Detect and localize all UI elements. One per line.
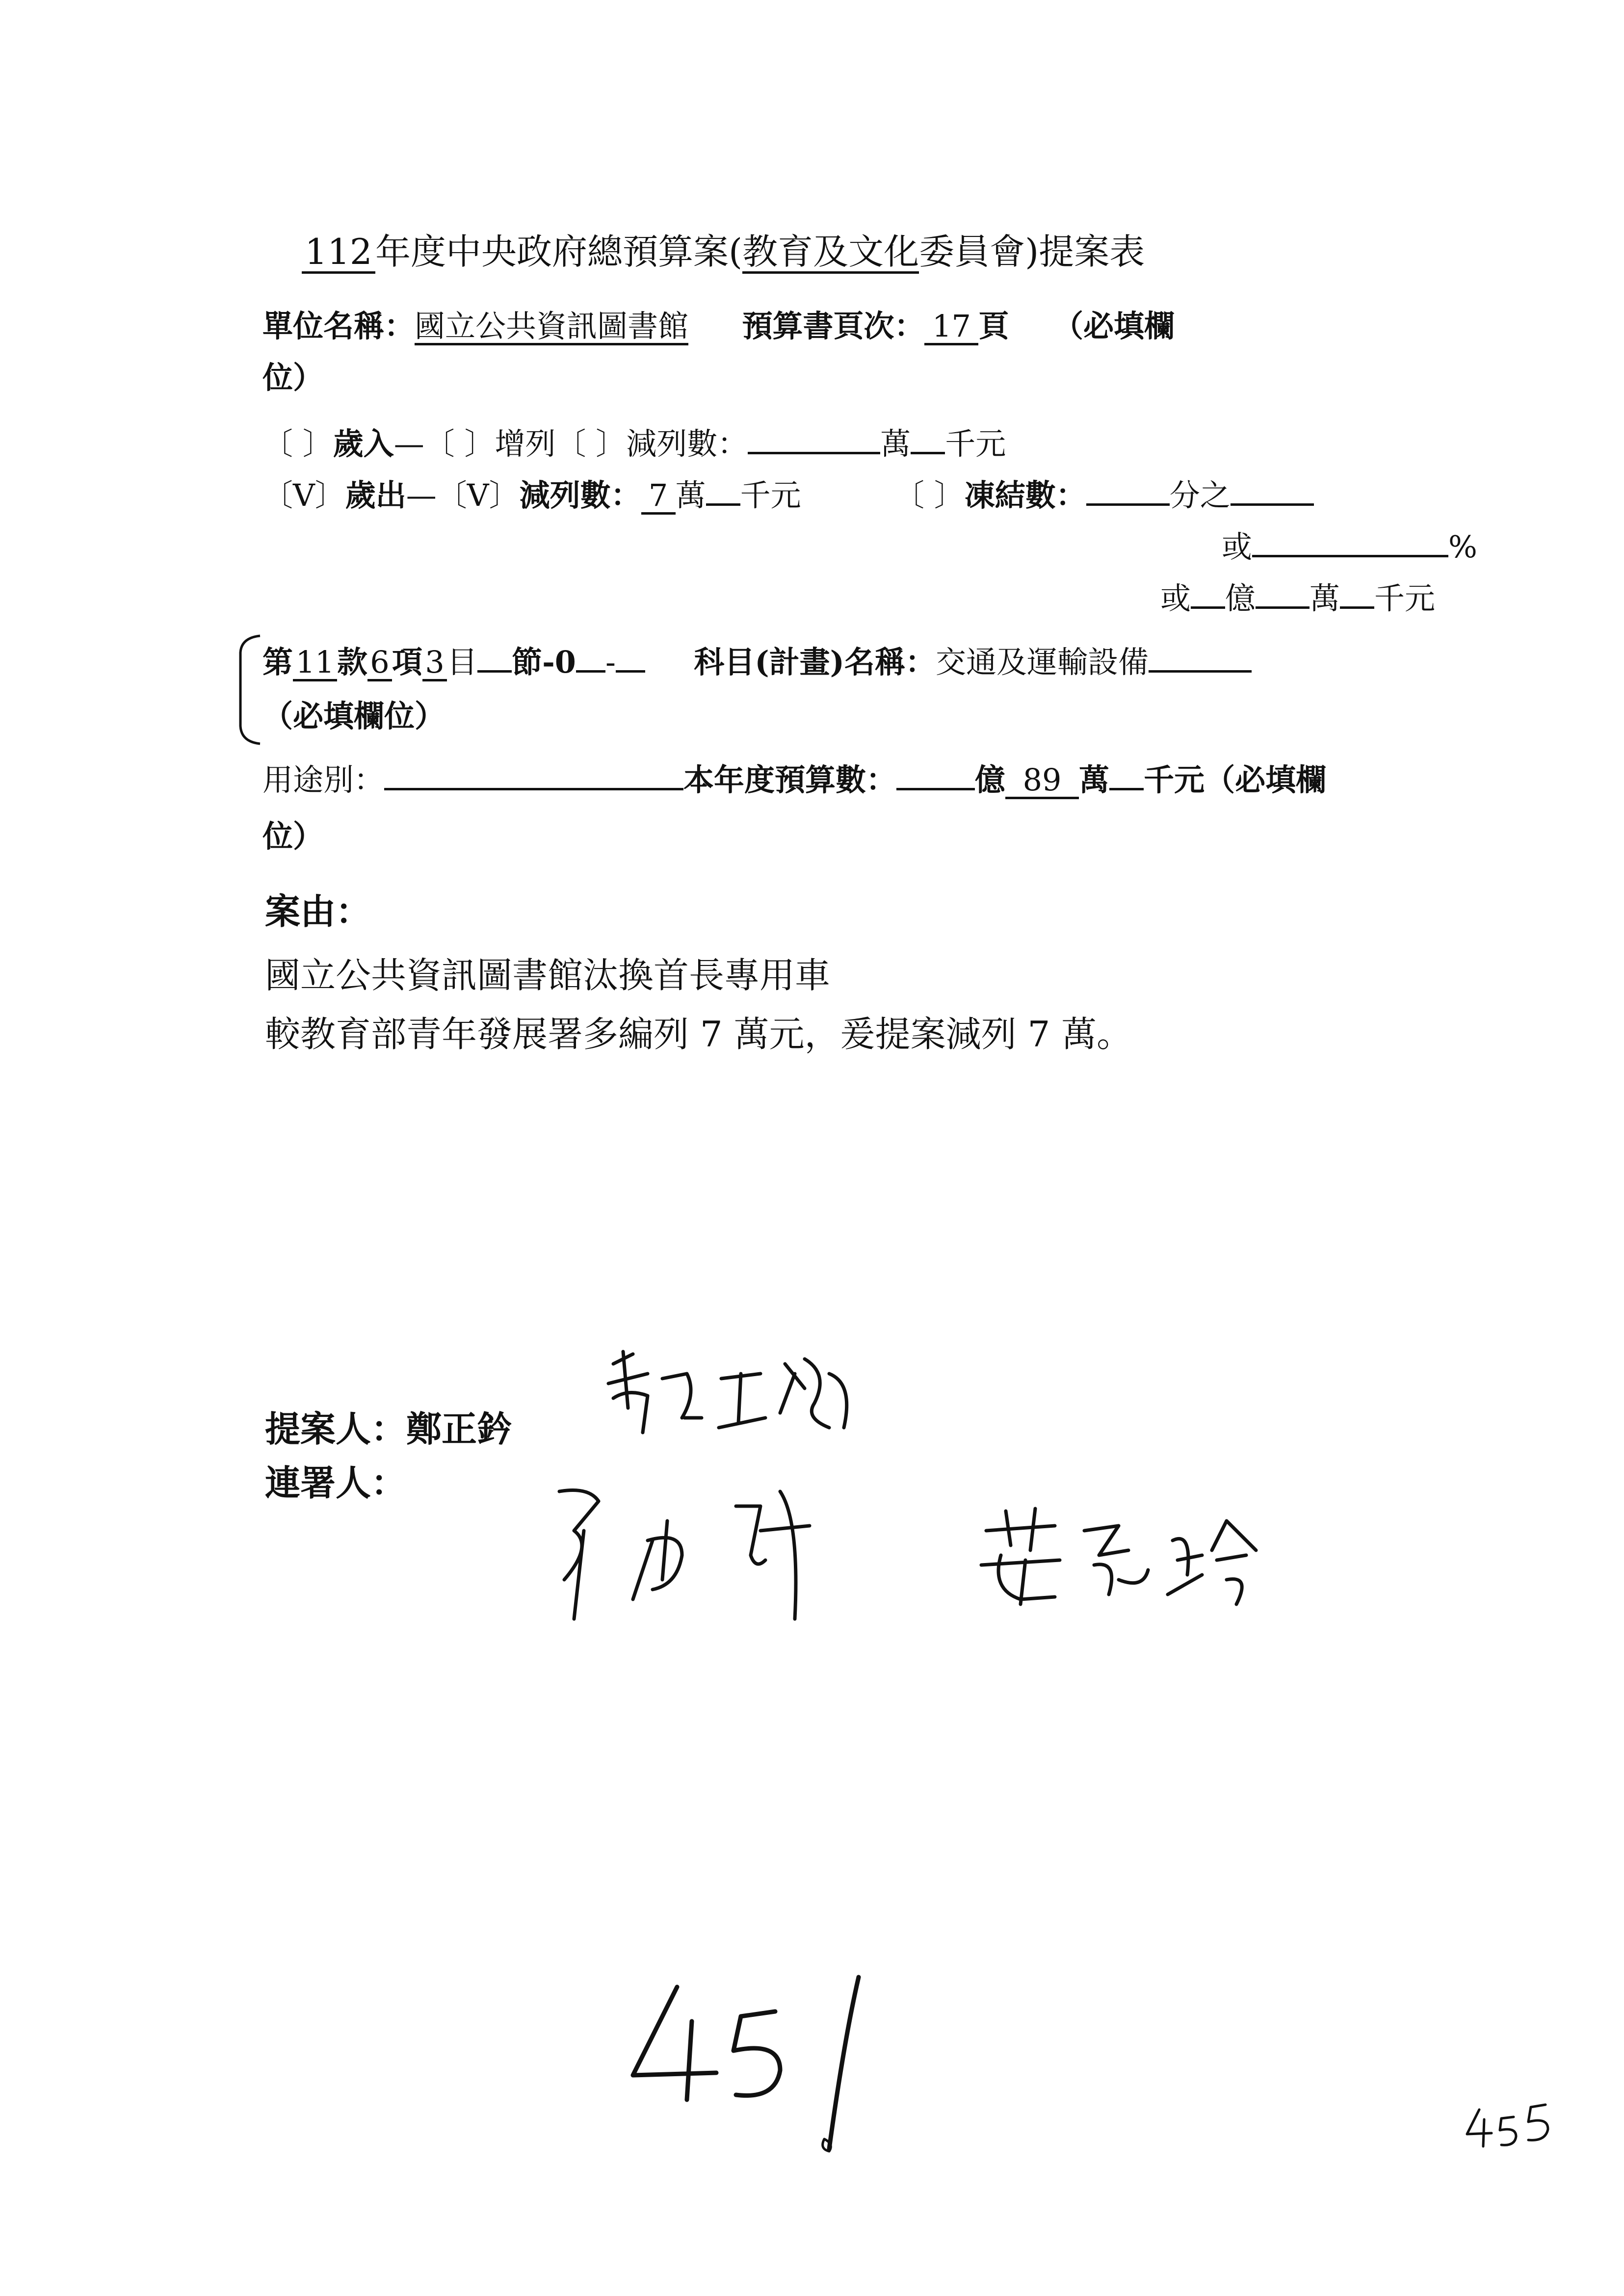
required-note-cont: 位） <box>262 360 324 395</box>
corner-number-strokes <box>1465 2100 1563 2159</box>
required-note: （必填欄 <box>1052 308 1175 344</box>
budget-qian-blank <box>1109 788 1144 790</box>
freeze-checkbox: 〔 〕 <box>894 477 965 513</box>
page-label: 預算書頁次： <box>742 308 925 344</box>
freeze-denominator-blank <box>1231 503 1314 506</box>
unit-label: 單位名稱： <box>262 308 415 344</box>
usage-row <box>262 756 1326 799</box>
mu-label: 目 <box>447 644 478 680</box>
cosigner-signature-2 <box>971 1501 1295 1624</box>
wan-blank <box>1256 606 1310 609</box>
qian-blank <box>911 452 945 454</box>
or-qian-unit: 千元 <box>1374 580 1436 616</box>
section-required: （必填欄位） <box>262 698 445 734</box>
freeze-numerator-blank <box>1086 503 1170 506</box>
expense-qian-unit: 千元 <box>740 477 801 513</box>
page-value: 17 <box>924 310 978 345</box>
yi-unit: 億 <box>1225 580 1256 616</box>
expense-label: 歲出 <box>345 477 406 513</box>
yi-blank <box>1191 606 1225 609</box>
proposer-signature <box>599 1344 873 1457</box>
budget-wan-unit: 萬 <box>1079 762 1110 798</box>
reason-line-2: 較教育部青年發展署多編列 7 萬元，爰提案減列 7 萬。 <box>265 1014 1132 1055</box>
decrease-checkbox: 〔 〕 <box>555 426 627 462</box>
page-unit: 頁 <box>978 308 1009 344</box>
revenue-label: 歲入 <box>333 426 394 462</box>
jie-sub-blank-2 <box>616 670 645 673</box>
reason-line-1: 國立公共資訊圖書館汰換首長專用車 <box>265 955 831 996</box>
kuan-value: 11 <box>293 646 337 681</box>
subject-value: 交通及運輸設備 <box>936 644 1149 680</box>
di-label: 第 <box>262 644 293 680</box>
or-label-1: 或 <box>1222 529 1253 565</box>
decrease-label: 減列數： <box>626 426 748 462</box>
or-qian-blank <box>1340 606 1374 609</box>
increase-label: 增列 <box>495 426 556 462</box>
expense-decrease-label: 減列數： <box>519 477 641 513</box>
expense-decrease-checkbox: 〔V〕 <box>436 477 520 513</box>
decrease-amount-blank <box>748 452 880 454</box>
usage-required-cont: 位） <box>262 818 324 854</box>
title-year: 112 <box>302 233 375 274</box>
title-part1: 年度中央政府總預算案( <box>375 231 743 272</box>
budget-label: 本年度預算數： <box>683 762 897 798</box>
title-committee: 教育及文化 <box>742 233 919 274</box>
or-percent-row <box>1222 522 1477 566</box>
section-bracket <box>231 633 265 746</box>
or-amount-row <box>1160 574 1435 618</box>
page-title <box>302 223 1145 274</box>
fraction-label: 分之 <box>1169 477 1231 513</box>
expense-qian-blank <box>706 503 740 506</box>
subject-label: 科目(計畫)名稱： <box>694 644 936 680</box>
jie-dash: - <box>605 644 616 680</box>
expense-dash: — <box>406 477 437 513</box>
expense-row <box>262 471 1314 515</box>
unit-value: 國立公共資訊圖書館 <box>415 310 688 345</box>
jie-blank <box>477 670 512 673</box>
revenue-dash: — <box>393 426 424 462</box>
proposer-label: 提案人： <box>265 1408 407 1450</box>
cosigner-signature-1 <box>545 1472 859 1629</box>
page-number-strokes <box>623 1967 888 2154</box>
percent-blank <box>1252 555 1448 557</box>
revenue-checkbox: 〔 〕 <box>262 426 333 462</box>
xiang-label: 項 <box>392 644 423 680</box>
expense-wan-value: 7 <box>641 479 676 515</box>
usage-required: （必填欄 <box>1205 762 1327 798</box>
mu-value: 3 <box>422 646 447 681</box>
freeze-label: 凍結數： <box>964 477 1086 513</box>
expense-checkbox: 〔V〕 <box>262 477 345 513</box>
subject-blank <box>1149 670 1252 673</box>
unit-row <box>262 302 1175 345</box>
proposer-row <box>265 1401 512 1452</box>
proposer-name: 鄭正鈐 <box>406 1408 513 1450</box>
or-label-2: 或 <box>1160 580 1191 616</box>
cosigner-label: 連署人： <box>265 1462 407 1504</box>
section-row <box>262 638 1252 681</box>
xiang-value: 6 <box>367 646 392 681</box>
budget-yi-unit: 億 <box>975 762 1006 798</box>
wan-unit: 萬 <box>880 426 911 462</box>
budget-yi-blank <box>896 788 975 790</box>
title-part2: 委員會)提案表 <box>919 231 1145 272</box>
expense-wan-unit: 萬 <box>675 477 706 513</box>
usage-blank <box>384 788 683 790</box>
usage-label: 用途別： <box>262 762 385 798</box>
budget-qian-unit: 千元 <box>1144 762 1205 798</box>
budget-wan-value: 89 <box>1005 763 1079 799</box>
or-wan-unit: 萬 <box>1310 580 1340 616</box>
revenue-row <box>262 419 1006 463</box>
percent-sign: % <box>1448 529 1477 565</box>
kuan-label: 款 <box>337 644 368 680</box>
increase-checkbox: 〔 〕 <box>424 426 495 462</box>
qian-unit: 千元 <box>945 426 1006 462</box>
jie-sub-blank <box>576 670 605 673</box>
jie-label: 節-0 <box>512 644 576 680</box>
reason-label: 案由： <box>265 890 371 932</box>
